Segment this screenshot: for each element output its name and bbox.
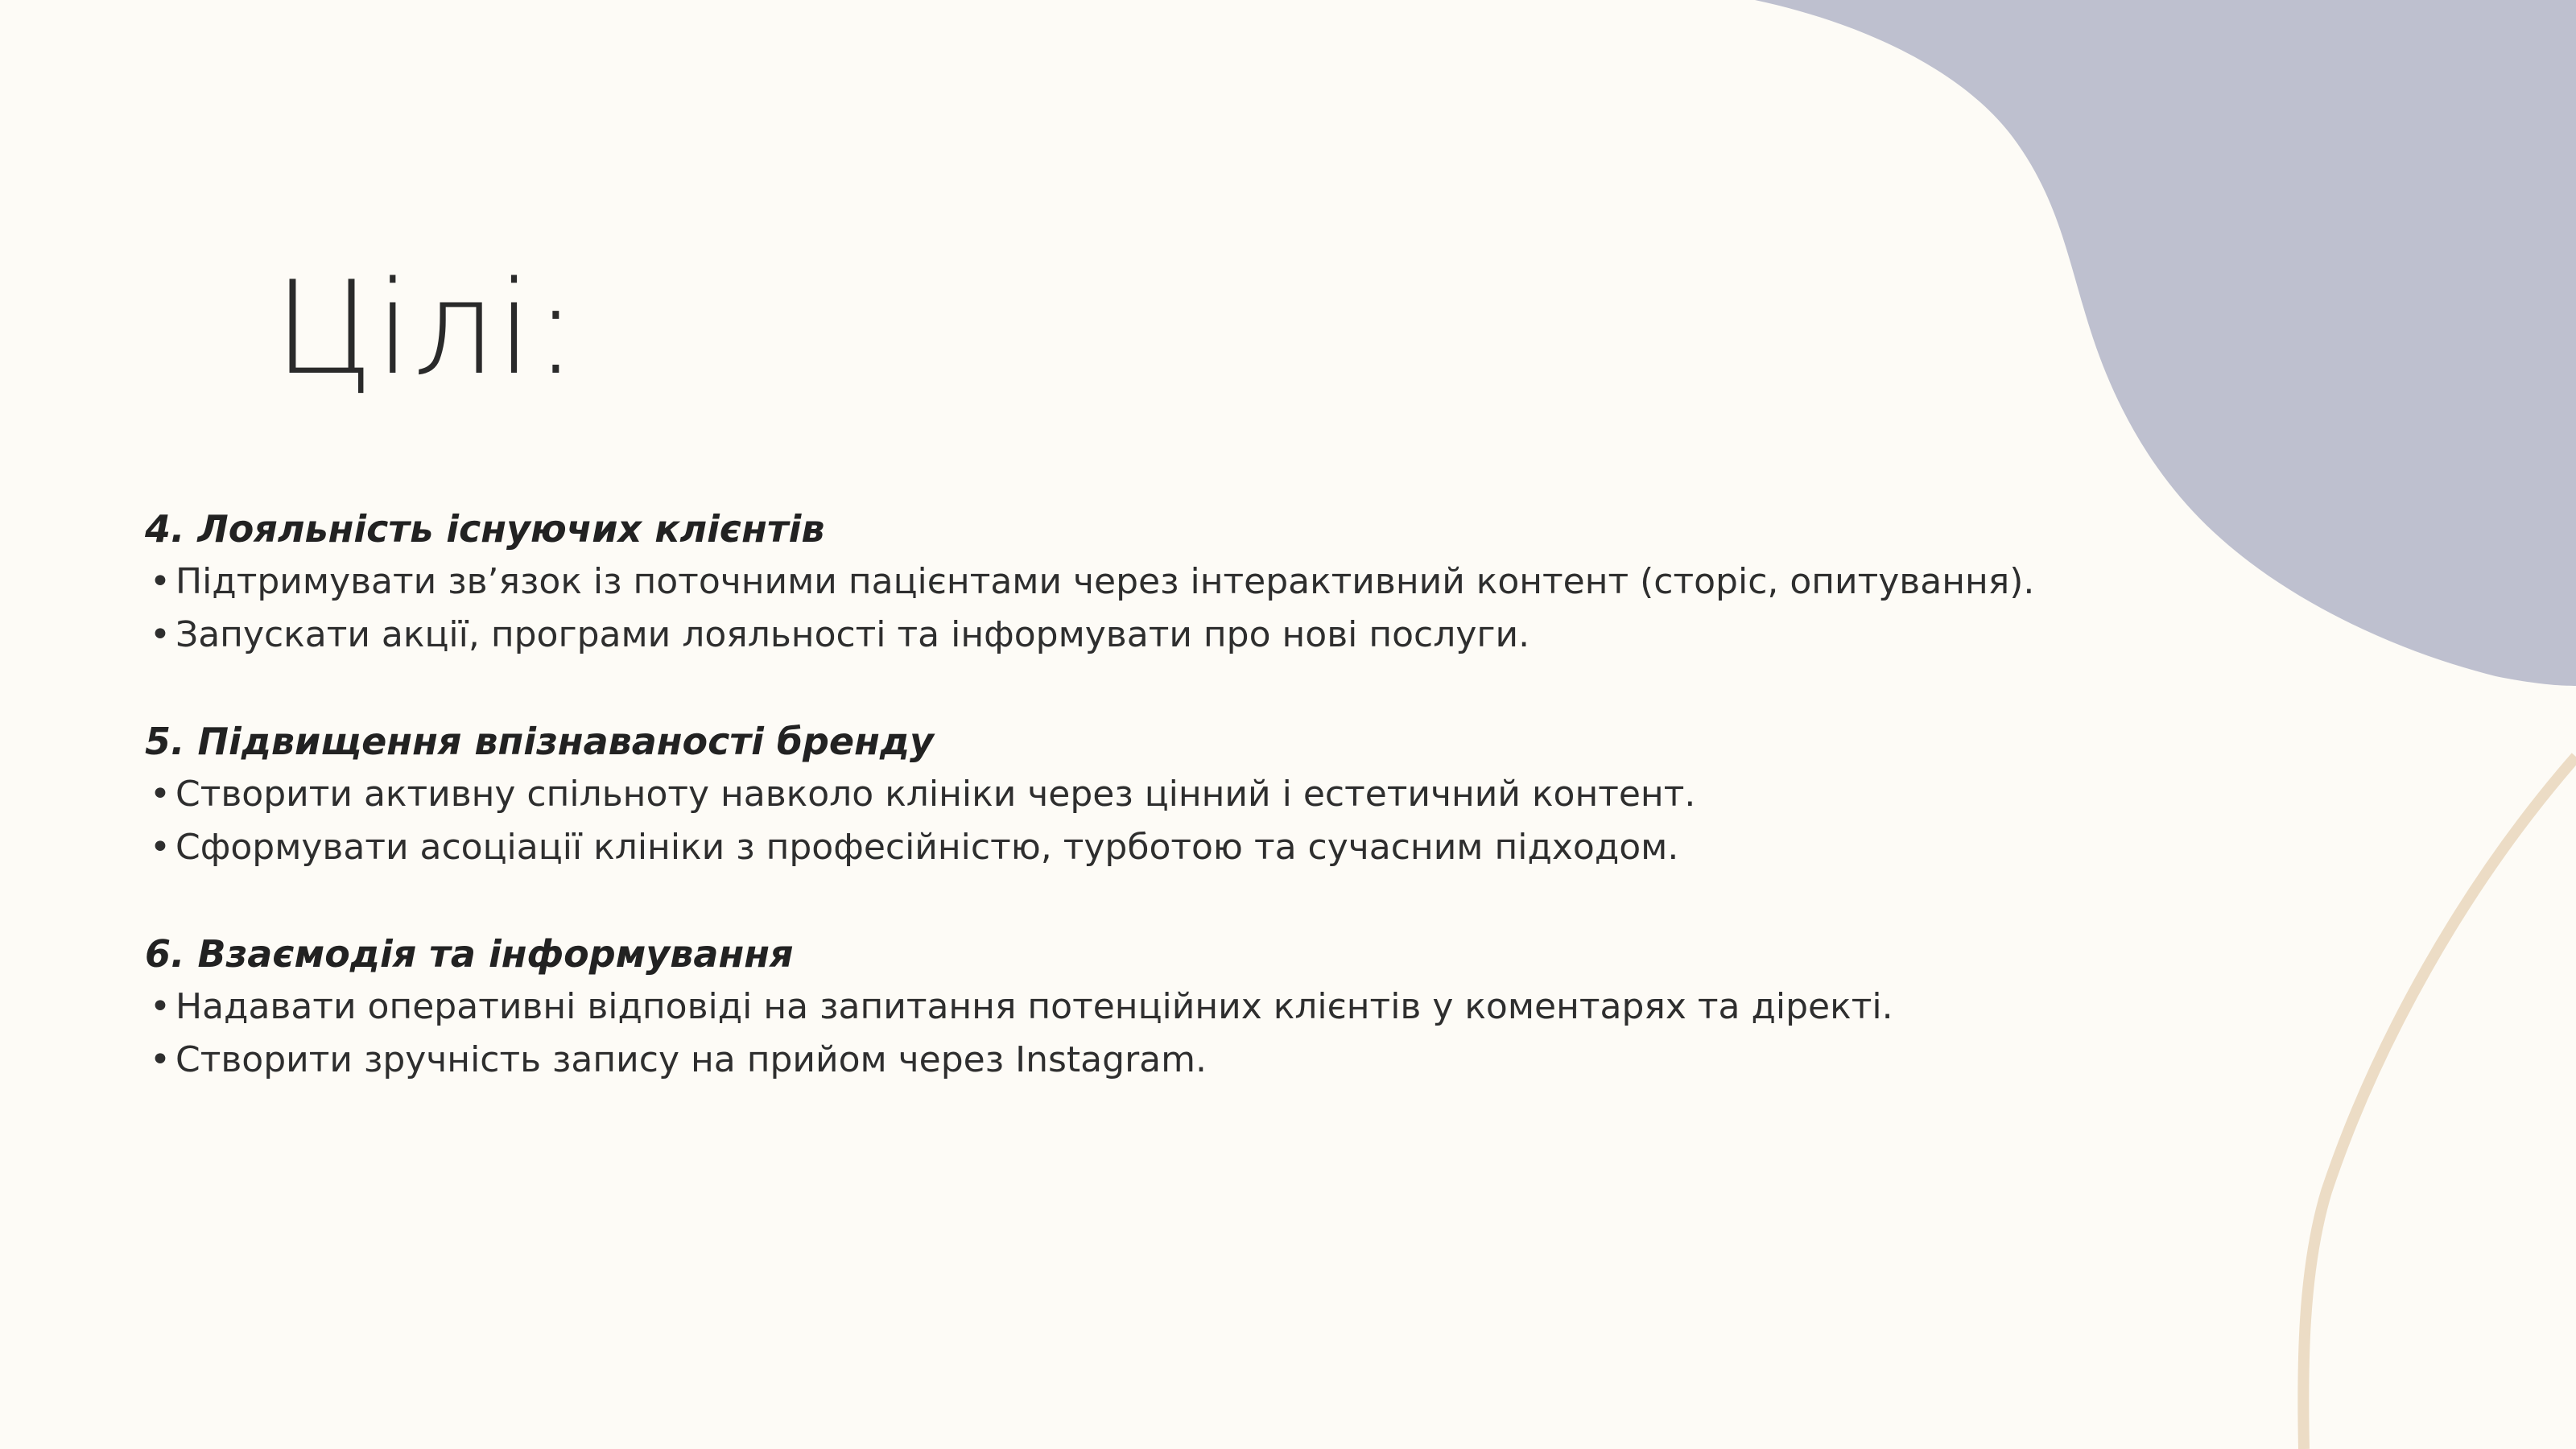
bullet-item bbox=[145, 768, 2206, 821]
bullet-icon: • bbox=[150, 614, 171, 655]
bullet-icon: • bbox=[150, 986, 171, 1027]
bullet-text: Запускати акції, програми лояльності та інформувати про нові послуги. bbox=[175, 614, 1530, 655]
goal-section-loyalty bbox=[145, 502, 2206, 662]
bullet-text: Створити активну спільноту навколо клініки через цінний і естетичний контент. bbox=[175, 774, 1696, 815]
bullet-icon: • bbox=[150, 561, 171, 602]
bullet-item bbox=[145, 609, 2206, 662]
bullet-text: Підтримувати зв’язок із поточними пацієнтами через інтерактивний контент (сторіс, опитування). bbox=[175, 561, 2035, 602]
bullet-text: Надавати оперативні відповіді на запитання потенційних клієнтів у коментарях та діректі. bbox=[175, 986, 1893, 1027]
slide-title: Цілі: bbox=[274, 253, 580, 403]
section-heading: 4. Лояльність існуючих клієнтів bbox=[145, 507, 825, 551]
section-heading: 5. Підвищення впізнаваності бренду bbox=[145, 720, 935, 763]
bullet-item bbox=[145, 1034, 2206, 1087]
decorative-arc bbox=[2303, 757, 2576, 1449]
bullet-icon: • bbox=[150, 827, 171, 868]
goals-list bbox=[145, 502, 2206, 1140]
bullet-item bbox=[145, 821, 2206, 874]
bullet-icon: • bbox=[150, 774, 171, 815]
bullet-text: Створити зручність запису на прийом через Instagram. bbox=[175, 1039, 1207, 1080]
bullet-item bbox=[145, 980, 2206, 1034]
bullet-text: Сформувати асоціації клініки з професійністю, турботою та сучасним підходом. bbox=[175, 827, 1679, 868]
section-heading: 6. Взаємодія та інформування bbox=[145, 932, 794, 976]
goal-section-engagement bbox=[145, 927, 2206, 1087]
bullet-item bbox=[145, 555, 2206, 609]
bullet-icon: • bbox=[150, 1039, 171, 1080]
goal-section-brand-awareness bbox=[145, 715, 2206, 874]
